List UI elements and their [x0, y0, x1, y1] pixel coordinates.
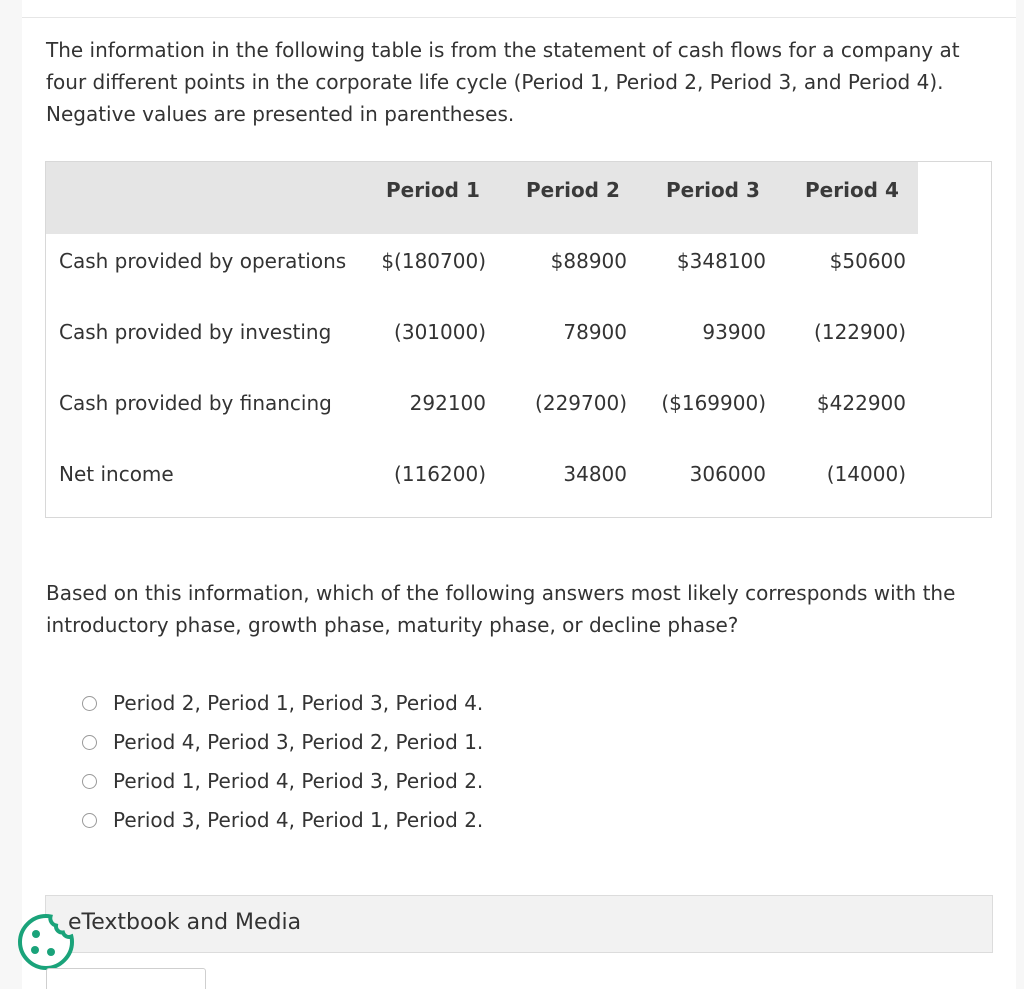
cell-net-income-p4: (14000): [826, 462, 906, 486]
header-period-2: Period 2: [526, 178, 620, 202]
answer-option-label: Period 2, Period 1, Period 3, Period 4.: [113, 691, 484, 715]
cell-financing-p4: $422900: [816, 391, 906, 415]
radio-button[interactable]: [82, 696, 97, 711]
answer-option-4[interactable]: [82, 806, 483, 834]
cell-financing-p2: (229700): [535, 391, 627, 415]
intro-text: The information in the following table is from the statement of cash flows for a company at four different points in the corporate life cycle (Period 1, Period 2, Period 3, and Period 4). Negative values are presented in parentheses.: [46, 38, 960, 126]
cell-investing-p1: (301000): [394, 320, 486, 344]
header-period-4: Period 4: [805, 178, 899, 202]
question-text: Based on this information, which of the following answers most likely corresponds with the introductory phase, growth phase, maturity phase, or decline phase?: [46, 581, 956, 637]
cash-flow-table: [45, 161, 992, 518]
top-divider: [22, 17, 1016, 18]
cell-investing-p2: 78900: [563, 320, 627, 344]
cell-operations-p4: $50600: [829, 249, 906, 273]
table-header-row: [46, 162, 918, 234]
radio-button[interactable]: [82, 774, 97, 789]
cell-operations-p2: $88900: [550, 249, 627, 273]
cell-financing-p1: 292100: [409, 391, 486, 415]
header-period-1: Period 1: [386, 178, 480, 202]
answer-option-label: Period 1, Period 4, Period 3, Period 2.: [113, 769, 484, 793]
cell-operations-p1: $(180700): [381, 249, 486, 273]
cookie-consent-icon[interactable]: [16, 912, 76, 972]
answer-option-label: Period 3, Period 4, Period 1, Period 2.: [113, 808, 484, 832]
answer-option-1[interactable]: [82, 689, 483, 717]
cell-investing-p3: 93900: [702, 320, 766, 344]
radio-button[interactable]: [82, 735, 97, 750]
cell-operations-p3: $348100: [676, 249, 766, 273]
row-label-net-income: Net income: [59, 462, 174, 486]
cell-net-income-p1: (116200): [394, 462, 486, 486]
answer-option-label: Period 4, Period 3, Period 2, Period 1.: [113, 730, 484, 754]
cell-investing-p4: (122900): [814, 320, 906, 344]
etextbook-media-section[interactable]: [45, 895, 993, 953]
cell-net-income-p2: 34800: [563, 462, 627, 486]
row-label-financing: Cash provided by financing: [59, 391, 332, 415]
row-label-investing: Cash provided by investing: [59, 320, 332, 344]
cell-financing-p3: ($169900): [661, 391, 766, 415]
right-gutter: [1016, 0, 1024, 989]
answer-option-2[interactable]: [82, 728, 483, 756]
etextbook-media-label: eTextbook and Media: [68, 910, 302, 935]
radio-button[interactable]: [82, 813, 97, 828]
answer-option-3[interactable]: [82, 767, 483, 795]
bottom-tab-partial[interactable]: [46, 968, 206, 989]
left-gutter: [0, 0, 22, 989]
cell-net-income-p3: 306000: [689, 462, 766, 486]
row-label-operations: Cash provided by operations: [59, 249, 347, 273]
header-period-3: Period 3: [666, 178, 760, 202]
